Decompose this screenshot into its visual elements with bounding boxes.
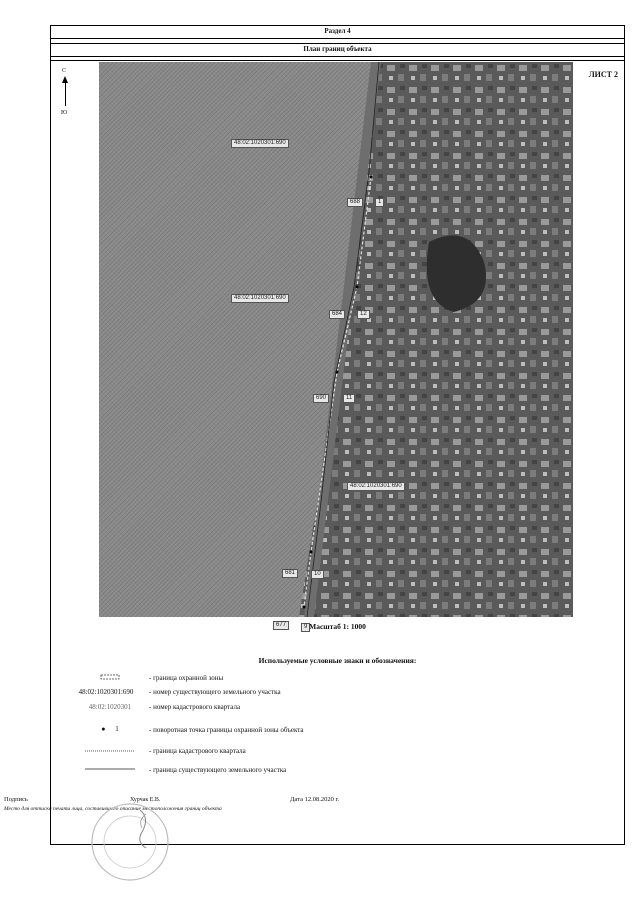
point-label: 1 <box>375 198 384 207</box>
section-header: Раздел 4 <box>51 26 624 39</box>
point-label: 11 <box>343 394 355 403</box>
parcel-label: 48:02:1020301:690 <box>231 294 289 303</box>
legend-text: - номер кадастрового квартала <box>149 703 241 711</box>
document-date: Дата 12.08.2020 г. <box>290 796 340 803</box>
legend-symbol-parcel: 48:02:1020301:690 <box>78 688 134 696</box>
seal-stamp-icon <box>88 800 172 884</box>
point-label: 9 <box>301 623 310 632</box>
parcel-label: 48:02:1020301:690 <box>231 139 289 148</box>
legend-text: - граница существующего земельного участка <box>149 766 287 774</box>
compass-north-label: С <box>62 68 67 74</box>
compass-shaft <box>65 78 66 106</box>
point-label: 10 <box>311 570 324 579</box>
stamp-note: Место для оттиска печати лица, составившего описание местоположения границ объекта <box>4 806 222 812</box>
compass <box>59 68 73 118</box>
point-dot-icon: ● <box>101 725 106 733</box>
legend-symbol-quarter: 48:02:1020301 <box>88 703 132 711</box>
title-divider <box>51 60 624 61</box>
sheet-number: ЛИСТ 2 <box>588 70 618 79</box>
document-frame <box>50 25 625 845</box>
point-1 <box>370 176 373 179</box>
legend-text: - поворотная точка границы охранной зоны объекта <box>149 726 304 734</box>
point-label: 681 <box>282 569 298 578</box>
legend-symbol-point <box>65 725 155 733</box>
map-graphics <box>99 62 573 617</box>
point-label: 690 <box>313 394 329 403</box>
author-name: Хурчак Е.В. <box>130 797 161 803</box>
point-label: 677 <box>273 621 289 630</box>
point-label: 12 <box>357 310 370 319</box>
legend-title: Используемые условные знаки и обозначения: <box>258 656 417 665</box>
legend-text: - граница кадастрового квартала <box>149 747 246 755</box>
point-label: 684 <box>329 310 345 319</box>
signature-label: Подпись <box>4 796 28 803</box>
point-9 <box>303 606 306 609</box>
point-label: 688 <box>347 198 363 207</box>
point-11 <box>336 371 339 374</box>
plan-title: План границ объекта <box>51 43 624 57</box>
compass-south-label: Ю <box>61 110 68 116</box>
parcel-label: 48:02:1020301:690 <box>347 482 405 491</box>
legend-point-number: 1 <box>115 725 119 733</box>
point-10 <box>310 551 313 554</box>
legend-symbol-parcel-boundary <box>65 765 155 773</box>
legend-symbol-zone <box>65 674 155 682</box>
legend-symbol-quarter-boundary <box>65 747 155 755</box>
legend-text: - номер существующего земельного участка <box>149 688 281 696</box>
legend-text: - граница охранной зоны <box>149 674 224 682</box>
point-12 <box>356 286 359 289</box>
scale-label: Масштаб 1: 1000 <box>309 622 366 631</box>
